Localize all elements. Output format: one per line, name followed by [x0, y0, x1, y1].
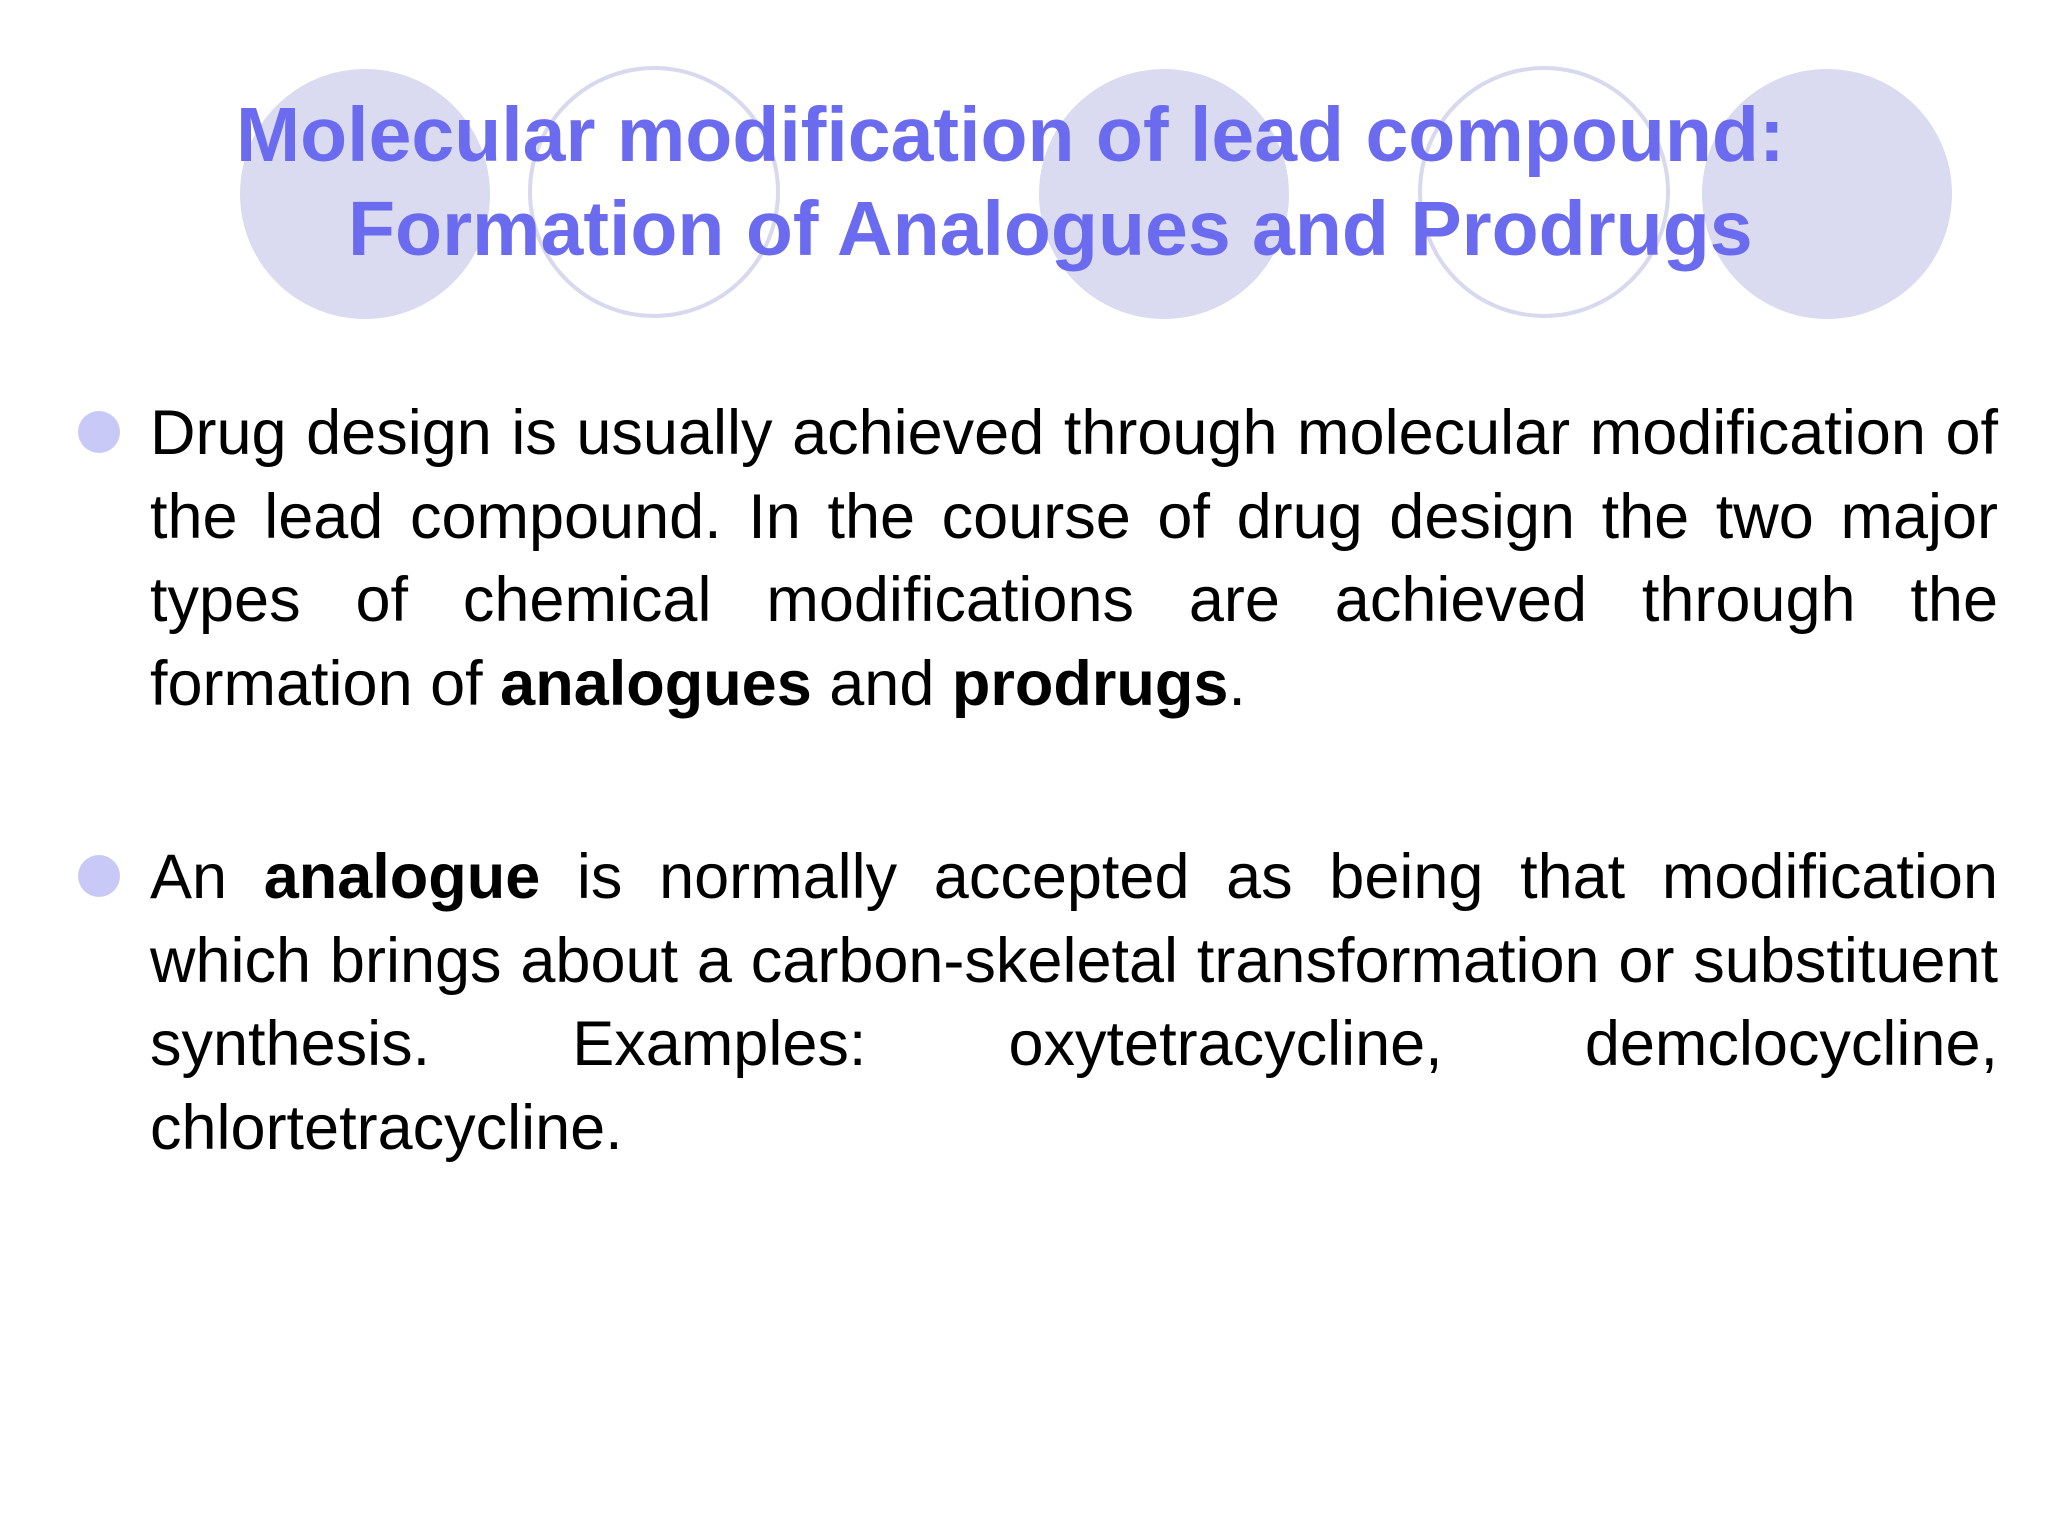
bullet-item-analogue	[150, 836, 1998, 1170]
bold-term-analogues: analogues	[500, 648, 812, 719]
bold-term-prodrugs: prodrugs	[951, 648, 1229, 719]
slide-title	[200, 88, 1960, 276]
bullet-dot-icon	[78, 411, 120, 453]
bullet-text: .	[1228, 648, 1246, 719]
bullet-text: Drug design is usually achieved through molecular modification of the lead compound. In the course of drug design the two major types of chemical modifications are achieved through the formation of	[150, 398, 1998, 719]
bullet-text: is normally accepted as being that modification which brings about a carbon-skeletal transformation or substituent synthesis. Examples: oxytetracycline, demclocycline, chlortetracycline.	[150, 842, 1999, 1163]
bullet-list	[150, 392, 1998, 1170]
title-line-1: Molecular modification of lead compound:	[236, 92, 1785, 178]
bullet-text: and	[811, 648, 952, 719]
title-line-2: Formation of Analogues and Prodrugs	[348, 186, 1753, 272]
bullet-item-drug-design	[150, 392, 1998, 726]
bullet-text: An	[150, 842, 264, 912]
bold-term-analogue: analogue	[263, 842, 541, 912]
bullet-dot-icon	[78, 855, 120, 897]
